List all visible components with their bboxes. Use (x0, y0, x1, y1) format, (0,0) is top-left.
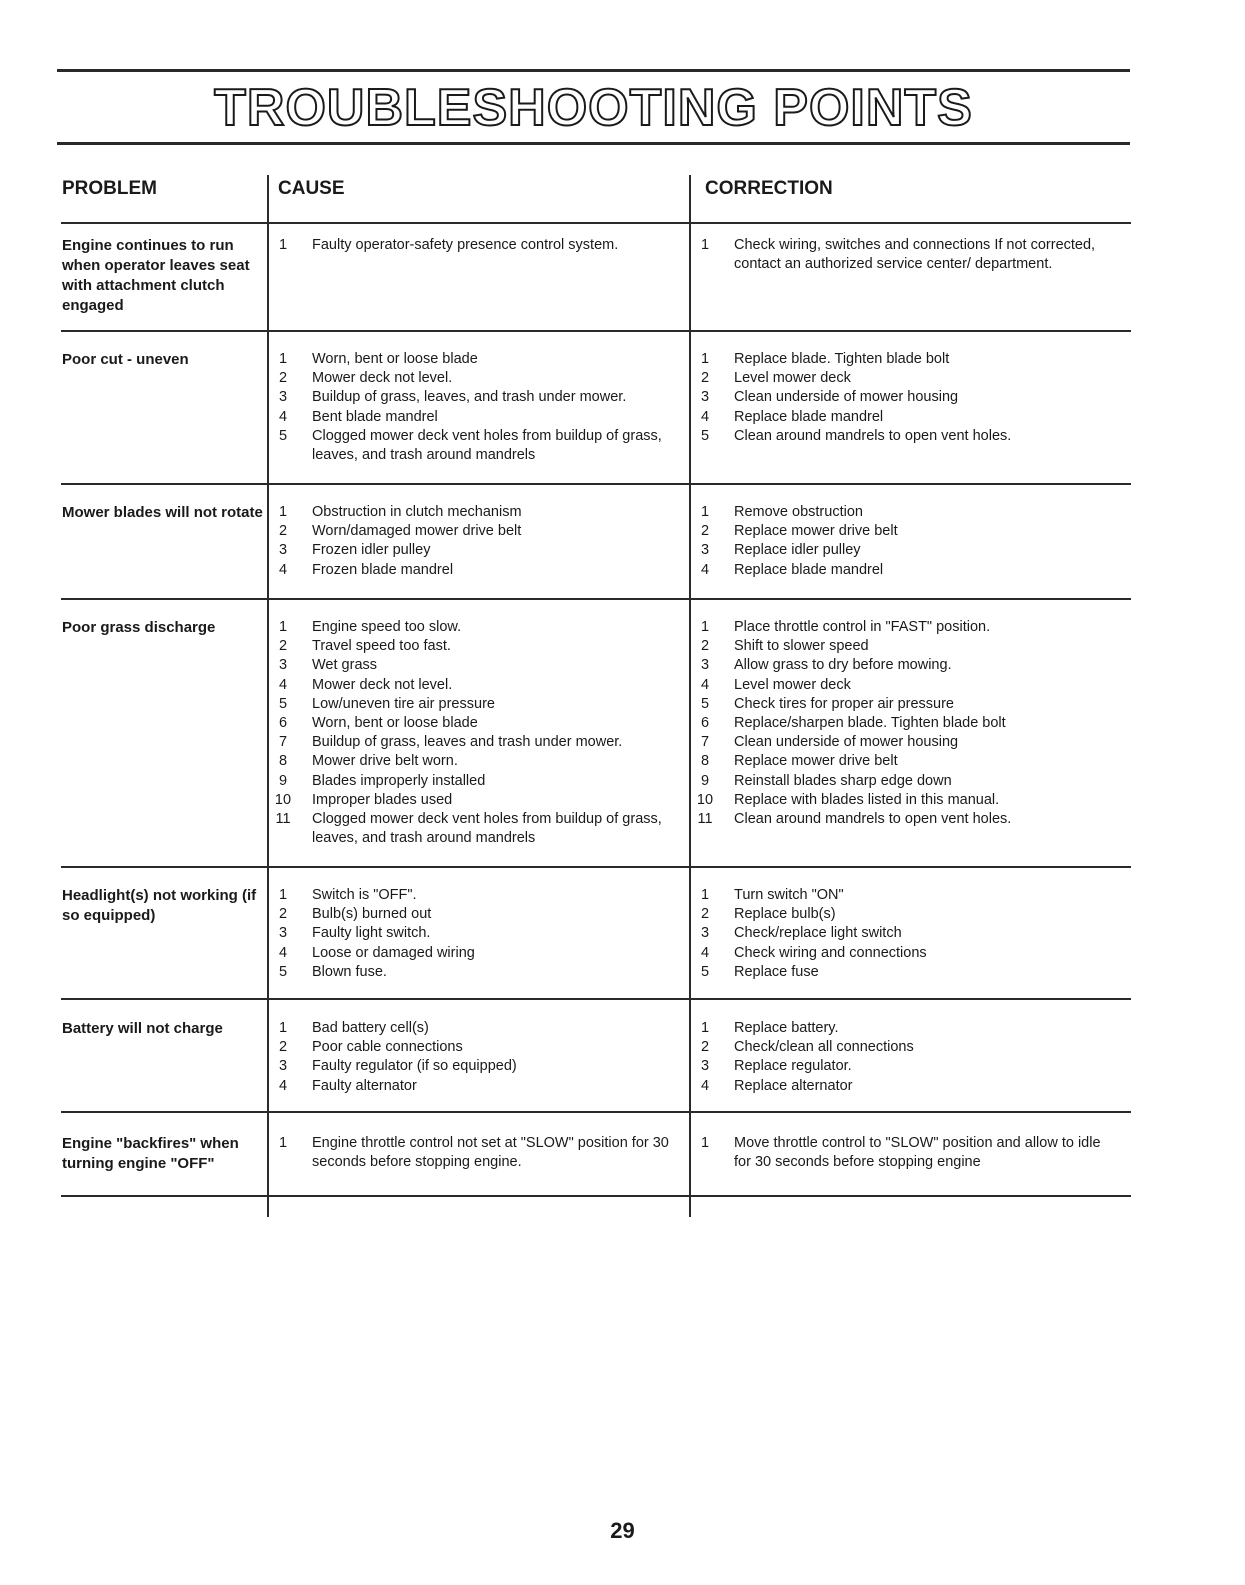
item-text: Switch is "OFF". (312, 887, 417, 903)
cause-item (272, 1019, 672, 1038)
item-number: 2 (278, 523, 288, 540)
item-text: Place throttle control in "FAST" position. (734, 619, 991, 635)
correction-item (694, 733, 1114, 752)
cause-item (272, 1057, 672, 1076)
correction-list (694, 350, 1114, 446)
item-text: Check/replace light switch (734, 925, 902, 942)
item-text: Faulty operator-safety presence control system. (312, 237, 619, 253)
correction-item (694, 944, 1114, 963)
item-number: 1 (700, 887, 710, 903)
correction-item (694, 1038, 1114, 1057)
cause-item (272, 944, 672, 963)
item-number: 3 (278, 542, 288, 559)
cause-list (272, 1134, 672, 1172)
cause-item (272, 637, 672, 656)
cause-item (272, 810, 672, 848)
item-number: 1 (278, 1135, 288, 1151)
item-text: Improper blades used (312, 791, 453, 808)
cause-item (272, 714, 672, 733)
item-number: 4 (700, 676, 710, 693)
correction-item (694, 522, 1114, 541)
item-text: Blown fuse. (312, 963, 387, 980)
item-number: 5 (700, 695, 710, 712)
item-text: Blades improperly installed (312, 772, 486, 789)
item-number: 10 (274, 791, 292, 808)
item-text: Replace blade mandrel (734, 561, 884, 578)
item-number: 3 (278, 389, 288, 406)
item-text: Worn, bent or loose blade (312, 351, 478, 367)
cause-list (272, 236, 672, 255)
row-separator (61, 1195, 1131, 1197)
item-text: Clean underside of mower housing (734, 734, 959, 751)
correction-item (694, 656, 1114, 675)
correction-item (694, 963, 1114, 982)
item-number: 3 (700, 925, 710, 942)
row-separator (61, 483, 1131, 485)
item-number: 1 (278, 504, 288, 520)
item-text: Check tires for proper air pressure (734, 695, 954, 712)
item-text: Frozen blade mandrel (312, 561, 454, 578)
problem-text: Poor cut - uneven (62, 351, 189, 368)
item-text: Mower deck not level. (312, 370, 453, 387)
row-separator (61, 998, 1131, 1000)
correction-item (694, 503, 1114, 522)
correction-item (694, 427, 1114, 446)
correction-item (694, 810, 1114, 829)
item-text: Buildup of grass, leaves and trash under mower. (312, 734, 623, 751)
item-text: Engine speed too slow. (312, 619, 462, 635)
item-text: Clogged mower deck vent holes from buildup of grass, leaves, and trash around mandrels (312, 427, 662, 464)
item-number: 3 (700, 389, 710, 406)
item-text: Engine throttle control not set at "SLOW" position for 30 seconds before stopping engine. (312, 1135, 669, 1171)
item-text: Check/clean all connections (734, 1039, 914, 1056)
item-number: 4 (700, 1077, 710, 1094)
item-text: Wet grass (312, 657, 378, 674)
header-correction: CORRECTION (705, 178, 833, 199)
correction-list (694, 236, 1114, 274)
cause-list (272, 618, 672, 848)
cause-item (272, 752, 672, 771)
item-text: Buildup of grass, leaves, and trash under mower. (312, 389, 627, 406)
item-text: Replace fuse (734, 963, 819, 980)
item-number: 1 (700, 237, 710, 253)
item-number: 4 (278, 676, 288, 693)
problem-text: Mower blades will not rotate (62, 504, 263, 521)
row-separator (61, 1111, 1131, 1113)
cause-item (272, 350, 672, 369)
cause-item (272, 427, 672, 465)
item-number: 8 (700, 753, 710, 770)
row-separator (61, 330, 1131, 332)
correction-item (694, 369, 1114, 388)
item-number: 4 (278, 561, 288, 578)
correction-item (694, 714, 1114, 733)
item-number: 1 (278, 887, 288, 903)
correction-item (694, 924, 1114, 943)
cause-list (272, 350, 672, 465)
item-number: 6 (278, 715, 288, 732)
correction-item (694, 388, 1114, 407)
correction-item (694, 618, 1114, 637)
header-cause: CAUSE (278, 178, 345, 199)
correction-item (694, 541, 1114, 560)
page-number: 29 (610, 1518, 635, 1543)
item-text: Turn switch "ON" (734, 887, 844, 903)
item-text: Clogged mower deck vent holes from buildup of grass, leaves, and trash around mandrels (312, 811, 662, 847)
item-text: Mower drive belt worn. (312, 753, 458, 770)
item-number: 3 (700, 657, 710, 674)
header-problem: PROBLEM (62, 178, 157, 199)
correction-item (694, 561, 1114, 580)
item-number: 3 (278, 925, 288, 942)
item-number: 11 (697, 811, 713, 828)
item-text: Bad battery cell(s) (312, 1020, 429, 1036)
cause-item (272, 1077, 672, 1096)
correction-item (694, 408, 1114, 427)
item-text: Loose or damaged wiring (312, 944, 475, 961)
item-text: Reinstall blades sharp edge down (734, 772, 952, 789)
item-text: Clean underside of mower housing (734, 389, 959, 406)
item-text: Replace mower drive belt (734, 753, 898, 770)
item-number: 7 (278, 734, 288, 751)
item-text: Replace battery. (734, 1020, 839, 1036)
cause-item (272, 695, 672, 714)
correction-item (694, 676, 1114, 695)
item-number: 2 (700, 370, 710, 387)
item-text: Worn/damaged mower drive belt (312, 523, 522, 540)
correction-item (694, 350, 1114, 369)
item-text: Check wiring and connections (734, 944, 927, 961)
item-text: Replace mower drive belt (734, 523, 898, 540)
correction-list (694, 618, 1114, 829)
correction-item (694, 695, 1114, 714)
item-number: 2 (278, 906, 288, 923)
item-text: Faulty alternator (312, 1077, 417, 1094)
item-text: Obstruction in clutch mechanism (312, 504, 522, 520)
item-number: 1 (700, 351, 710, 367)
problem-text: Engine continues to run when operator leaves seat with attachment clutch engaged (62, 237, 250, 314)
item-text: Faulty regulator (if so equipped) (312, 1058, 517, 1075)
cause-list (272, 886, 672, 982)
item-number: 5 (700, 963, 710, 980)
item-number: 2 (278, 1039, 288, 1056)
cause-item (272, 541, 672, 560)
item-number: 4 (278, 408, 288, 425)
item-text: Level mower deck (734, 676, 851, 693)
cause-item (272, 905, 672, 924)
item-text: Replace with blades listed in this manual. (734, 791, 1000, 808)
row-separator (61, 866, 1131, 868)
item-number: 3 (278, 657, 288, 674)
cause-item (272, 791, 672, 810)
item-number: 1 (278, 619, 288, 635)
item-number: 3 (700, 1058, 710, 1075)
cause-item (272, 408, 672, 427)
item-text: Shift to slower speed (734, 638, 869, 655)
item-text: Replace bulb(s) (734, 906, 836, 923)
cause-item (272, 503, 672, 522)
item-text: Level mower deck (734, 370, 851, 387)
item-number: 3 (700, 542, 710, 559)
item-number: 1 (278, 1020, 288, 1036)
title-bottom-rule (57, 142, 1130, 145)
item-number: 5 (278, 695, 288, 712)
item-text: Replace blade. Tighten blade bolt (734, 351, 950, 367)
cause-item (272, 369, 672, 388)
row-separator (61, 222, 1131, 224)
correction-item (694, 752, 1114, 771)
cause-item (272, 886, 672, 905)
correction-item (694, 905, 1114, 924)
item-text: Frozen idler pulley (312, 542, 431, 559)
cause-item (272, 963, 672, 982)
correction-item (694, 1019, 1114, 1038)
correction-item (694, 637, 1114, 656)
item-number: 2 (278, 638, 288, 655)
correction-item (694, 1134, 1114, 1172)
correction-item (694, 236, 1114, 274)
item-number: 2 (278, 370, 288, 387)
cause-item (272, 772, 672, 791)
cause-list (272, 1019, 672, 1096)
item-text: Check wiring, switches and connections If not corrected, contact an authorized service center/ department. (734, 237, 1096, 273)
correction-list (694, 503, 1114, 580)
item-text: Clean around mandrels to open vent holes. (734, 811, 1012, 828)
item-text: Clean around mandrels to open vent holes. (734, 427, 1012, 444)
cause-item (272, 733, 672, 752)
problem-text: Poor grass discharge (62, 619, 216, 636)
item-number: 4 (700, 561, 710, 578)
item-text: Low/uneven tire air pressure (312, 695, 495, 712)
item-text: Replace blade mandrel (734, 408, 884, 425)
correction-list (694, 1019, 1114, 1096)
item-text: Bulb(s) burned out (312, 906, 432, 923)
correction-list (694, 886, 1114, 982)
item-number: 5 (278, 427, 288, 444)
row-separator (61, 598, 1131, 600)
item-number: 9 (278, 772, 288, 789)
item-number: 9 (700, 772, 710, 789)
item-text: Replace idler pulley (734, 542, 861, 559)
item-text: Worn, bent or loose blade (312, 715, 478, 732)
cause-item (272, 676, 672, 695)
correction-item (694, 886, 1114, 905)
item-number: 4 (278, 1077, 288, 1094)
item-number: 7 (700, 734, 710, 751)
problem-text: Headlight(s) not working (if so equipped) (62, 887, 257, 924)
item-text: Move throttle control to "SLOW" position and allow to idle for 30 seconds before stopping engine (734, 1135, 1101, 1171)
item-number: 1 (700, 619, 710, 635)
item-number: 3 (278, 1058, 288, 1075)
title-top-rule (57, 69, 1130, 72)
item-text: Bent blade mandrel (312, 408, 438, 425)
problem-text: Battery will not charge (62, 1020, 223, 1037)
cause-list (272, 503, 672, 580)
item-number: 2 (700, 638, 710, 655)
correction-item (694, 772, 1114, 791)
cause-item (272, 388, 672, 407)
item-number: 6 (700, 715, 710, 732)
item-text: Faulty light switch. (312, 925, 431, 942)
item-number: 1 (700, 504, 710, 520)
item-number: 2 (700, 1039, 710, 1056)
item-number: 10 (696, 791, 714, 808)
problem-text: Engine "backfires" when turning engine "OFF" (62, 1135, 239, 1172)
correction-item (694, 791, 1114, 810)
cause-item (272, 561, 672, 580)
item-number: 5 (700, 427, 710, 444)
item-number: 4 (700, 944, 710, 961)
item-text: Travel speed too fast. (312, 638, 451, 655)
cause-item (272, 1134, 672, 1172)
item-number: 8 (278, 753, 288, 770)
item-number: 1 (278, 351, 288, 367)
item-text: Replace regulator. (734, 1058, 852, 1075)
item-number: 1 (278, 237, 288, 253)
item-number: 4 (278, 944, 288, 961)
item-number: 1 (700, 1020, 710, 1036)
item-text: Mower deck not level. (312, 676, 453, 693)
cause-item (272, 656, 672, 675)
correction-item (694, 1057, 1114, 1076)
correction-list (694, 1134, 1114, 1172)
item-number: 5 (278, 963, 288, 980)
correction-item (694, 1077, 1114, 1096)
item-number: 4 (700, 408, 710, 425)
cause-item (272, 522, 672, 541)
item-number: 2 (700, 523, 710, 540)
item-text: Allow grass to dry before mowing. (734, 657, 952, 674)
cause-item (272, 1038, 672, 1057)
item-text: Remove obstruction (734, 504, 863, 520)
item-text: Replace alternator (734, 1077, 853, 1094)
item-text: Replace/sharpen blade. Tighten blade bolt (734, 715, 1006, 732)
cause-item (272, 618, 672, 637)
item-text: Poor cable connections (312, 1039, 463, 1056)
item-number: 11 (275, 811, 291, 828)
item-number: 2 (700, 906, 710, 923)
cause-item (272, 924, 672, 943)
cause-item (272, 236, 672, 255)
item-number: 1 (700, 1135, 710, 1151)
page-title: TROUBLESHOOTING POINTS (214, 79, 973, 137)
